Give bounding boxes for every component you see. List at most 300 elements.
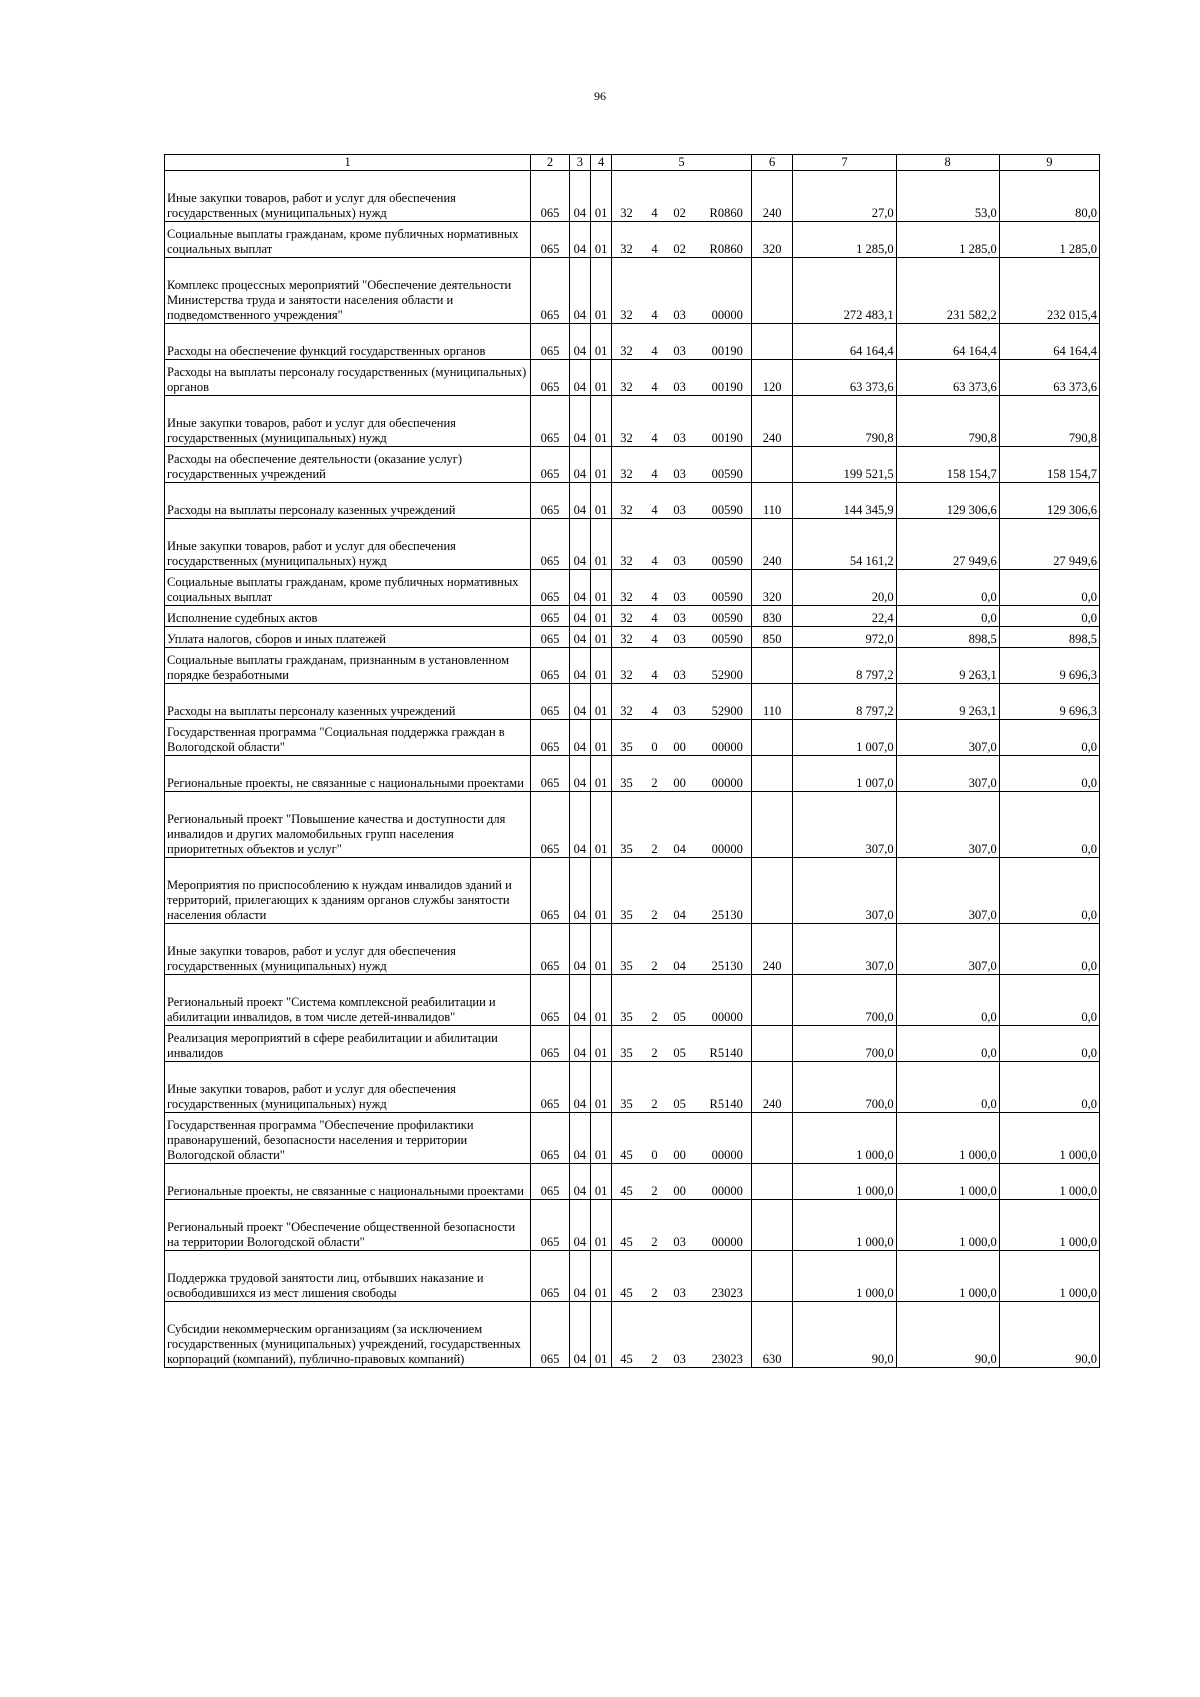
code-part: 4 <box>651 242 658 256</box>
code-part: 45 <box>620 1352 633 1366</box>
amount-year-1: 144 345,9 <box>793 483 896 519</box>
code-part: 00 <box>673 740 686 754</box>
target-article-code <box>612 1164 752 1200</box>
row-name: Расходы на выплаты персоналу казенных учреждений <box>165 483 531 519</box>
amount-year-2: 64 164,4 <box>896 324 999 360</box>
amount-year-1: 700,0 <box>793 1062 896 1113</box>
code-part: 03 <box>673 344 686 358</box>
amount-year-2: 9 263,1 <box>896 684 999 720</box>
subsection-code: 01 <box>590 1302 611 1368</box>
section-code: 04 <box>569 360 590 396</box>
amount-year-1: 1 285,0 <box>793 222 896 258</box>
code-part: 00590 <box>711 611 743 625</box>
target-article-code <box>612 924 752 975</box>
table-row <box>165 1302 1100 1368</box>
subsection-code: 01 <box>590 756 611 792</box>
ministry-code: 065 <box>531 519 569 570</box>
section-code: 04 <box>569 519 590 570</box>
amount-year-2: 0,0 <box>896 606 999 627</box>
code-part: 04 <box>673 842 686 856</box>
ministry-code: 065 <box>531 1062 569 1113</box>
amount-year-2: 1 000,0 <box>896 1200 999 1251</box>
amount-year-3: 0,0 <box>999 1026 1099 1062</box>
code-part: 05 <box>673 1046 686 1060</box>
code-part: 25130 <box>711 959 743 973</box>
amount-year-1: 90,0 <box>793 1302 896 1368</box>
code-part: 03 <box>673 554 686 568</box>
code-part: 2 <box>651 908 658 922</box>
code-part: 35 <box>620 908 633 922</box>
code-part: 02 <box>673 242 686 256</box>
table-row <box>165 858 1100 924</box>
ministry-code: 065 <box>531 1200 569 1251</box>
amount-year-3: 158 154,7 <box>999 447 1099 483</box>
amount-year-3: 63 373,6 <box>999 360 1099 396</box>
ministry-code: 065 <box>531 720 569 756</box>
expense-type-code <box>751 1251 792 1302</box>
expense-type-code <box>751 1113 792 1164</box>
expense-type-code <box>751 858 792 924</box>
subsection-code: 01 <box>590 975 611 1026</box>
code-part: 03 <box>673 431 686 445</box>
amount-year-1: 63 373,6 <box>793 360 896 396</box>
row-name: Государственная программа "Социальная поддержка граждан в Вологодской области" <box>165 720 531 756</box>
code-part: 35 <box>620 1097 633 1111</box>
target-article-code <box>612 222 752 258</box>
code-part: 32 <box>620 668 633 682</box>
amount-year-2: 158 154,7 <box>896 447 999 483</box>
subsection-code: 01 <box>590 1251 611 1302</box>
subsection-code: 01 <box>590 1200 611 1251</box>
amount-year-1: 1 000,0 <box>793 1251 896 1302</box>
amount-year-1: 8 797,2 <box>793 648 896 684</box>
code-part: 4 <box>651 467 658 481</box>
code-part: 52900 <box>711 704 743 718</box>
section-code: 04 <box>569 858 590 924</box>
ministry-code: 065 <box>531 324 569 360</box>
subsection-code: 01 <box>590 171 611 222</box>
row-name: Региональный проект "Система комплексной реабилитации и абилитации инвалидов, в том числе детей-инвалидов" <box>165 975 531 1026</box>
code-part: 00590 <box>711 467 743 481</box>
amount-year-1: 199 521,5 <box>793 447 896 483</box>
expense-type-code: 240 <box>751 1062 792 1113</box>
code-part: 2 <box>651 1352 658 1366</box>
code-part: 45 <box>620 1286 633 1300</box>
amount-year-3: 232 015,4 <box>999 258 1099 324</box>
amount-year-3: 0,0 <box>999 606 1099 627</box>
code-part: 2 <box>651 1046 658 1060</box>
subsection-code: 01 <box>590 1062 611 1113</box>
amount-year-3: 90,0 <box>999 1302 1099 1368</box>
amount-year-1: 272 483,1 <box>793 258 896 324</box>
amount-year-3: 0,0 <box>999 570 1099 606</box>
code-part: 4 <box>651 206 658 220</box>
row-name: Комплекс процессных мероприятий "Обеспечение деятельности Министерства труда и занятости населения области и подведомственного учреждения" <box>165 258 531 324</box>
code-part: 00190 <box>711 344 743 358</box>
code-part: 45 <box>620 1235 633 1249</box>
subsection-code: 01 <box>590 720 611 756</box>
row-name: Иные закупки товаров, работ и услуг для обеспечения государственных (муниципальных) нужд <box>165 924 531 975</box>
row-name: Иные закупки товаров, работ и услуг для обеспечения государственных (муниципальных) нужд <box>165 171 531 222</box>
section-code: 04 <box>569 171 590 222</box>
ministry-code: 065 <box>531 360 569 396</box>
amount-year-2: 0,0 <box>896 975 999 1026</box>
code-part: 35 <box>620 740 633 754</box>
section-code: 04 <box>569 720 590 756</box>
amount-year-2: 9 263,1 <box>896 648 999 684</box>
code-part: 32 <box>620 590 633 604</box>
subsection-code: 01 <box>590 360 611 396</box>
code-part: 03 <box>673 308 686 322</box>
expense-type-code <box>751 792 792 858</box>
amount-year-1: 307,0 <box>793 924 896 975</box>
amount-year-3: 0,0 <box>999 924 1099 975</box>
target-article-code <box>612 648 752 684</box>
code-part: 0 <box>651 740 658 754</box>
target-article-code <box>612 1251 752 1302</box>
amount-year-1: 700,0 <box>793 1026 896 1062</box>
target-article-code <box>612 720 752 756</box>
expense-type-code: 830 <box>751 606 792 627</box>
amount-year-2: 307,0 <box>896 720 999 756</box>
amount-year-1: 64 164,4 <box>793 324 896 360</box>
table-row <box>165 924 1100 975</box>
code-part: 2 <box>651 842 658 856</box>
table-row <box>165 756 1100 792</box>
amount-year-1: 54 161,2 <box>793 519 896 570</box>
code-part: 4 <box>651 590 658 604</box>
amount-year-1: 1 000,0 <box>793 1164 896 1200</box>
code-part: 4 <box>651 632 658 646</box>
row-name: Государственная программа "Обеспечение профилактики правонарушений, безопасности населения и территории Вологодской области" <box>165 1113 531 1164</box>
table-row <box>165 171 1100 222</box>
amount-year-3: 898,5 <box>999 627 1099 648</box>
code-part: 32 <box>620 380 633 394</box>
subsection-code: 01 <box>590 483 611 519</box>
target-article-code <box>612 858 752 924</box>
header-cell: 8 <box>896 155 999 171</box>
expense-type-code: 240 <box>751 519 792 570</box>
code-part: 4 <box>651 668 658 682</box>
subsection-code: 01 <box>590 447 611 483</box>
amount-year-1: 790,8 <box>793 396 896 447</box>
amount-year-2: 307,0 <box>896 858 999 924</box>
target-article-code <box>612 792 752 858</box>
code-part: 00000 <box>711 1235 743 1249</box>
code-part: 4 <box>651 431 658 445</box>
amount-year-3: 27 949,6 <box>999 519 1099 570</box>
code-part: 00000 <box>711 308 743 322</box>
table-row <box>165 1113 1100 1164</box>
table-row <box>165 1200 1100 1251</box>
table-row <box>165 1251 1100 1302</box>
expense-type-code <box>751 447 792 483</box>
subsection-code: 01 <box>590 1113 611 1164</box>
code-part: 03 <box>673 1352 686 1366</box>
code-part: 00 <box>673 1184 686 1198</box>
amount-year-2: 1 000,0 <box>896 1251 999 1302</box>
row-name: Мероприятия по приспособлению к нуждам инвалидов зданий и территорий, прилегающих к зданиям органов службы занятости населения области <box>165 858 531 924</box>
ministry-code: 065 <box>531 171 569 222</box>
subsection-code: 01 <box>590 648 611 684</box>
target-article-code <box>612 975 752 1026</box>
subsection-code: 01 <box>590 519 611 570</box>
expense-type-code: 240 <box>751 924 792 975</box>
table-row <box>165 396 1100 447</box>
expense-type-code: 240 <box>751 171 792 222</box>
code-part: 35 <box>620 959 633 973</box>
amount-year-1: 8 797,2 <box>793 684 896 720</box>
code-part: 4 <box>651 503 658 517</box>
section-code: 04 <box>569 570 590 606</box>
amount-year-1: 1 000,0 <box>793 1113 896 1164</box>
target-article-code <box>612 627 752 648</box>
row-name: Иные закупки товаров, работ и услуг для обеспечения государственных (муниципальных) нужд <box>165 396 531 447</box>
subsection-code: 01 <box>590 1026 611 1062</box>
target-article-code <box>612 1302 752 1368</box>
table-row <box>165 258 1100 324</box>
section-code: 04 <box>569 648 590 684</box>
code-part: 04 <box>673 908 686 922</box>
subsection-code: 01 <box>590 684 611 720</box>
section-code: 04 <box>569 792 590 858</box>
amount-year-3: 9 696,3 <box>999 684 1099 720</box>
code-part: 32 <box>620 554 633 568</box>
table-row <box>165 519 1100 570</box>
amount-year-2: 898,5 <box>896 627 999 648</box>
code-part: 00000 <box>711 740 743 754</box>
code-part: 00590 <box>711 590 743 604</box>
expense-type-code <box>751 1200 792 1251</box>
code-part: 45 <box>620 1148 633 1162</box>
table-row <box>165 684 1100 720</box>
table-row <box>165 720 1100 756</box>
table-row <box>165 1164 1100 1200</box>
table-row <box>165 975 1100 1026</box>
target-article-code <box>612 258 752 324</box>
code-part: 2 <box>651 1235 658 1249</box>
expense-type-code <box>751 1026 792 1062</box>
amount-year-2: 231 582,2 <box>896 258 999 324</box>
code-part: 03 <box>673 590 686 604</box>
section-code: 04 <box>569 1164 590 1200</box>
amount-year-3: 0,0 <box>999 720 1099 756</box>
code-part: 00000 <box>711 1184 743 1198</box>
amount-year-2: 129 306,6 <box>896 483 999 519</box>
code-part: 03 <box>673 1235 686 1249</box>
row-name: Расходы на выплаты персоналу государственных (муниципальных) органов <box>165 360 531 396</box>
row-name: Иные закупки товаров, работ и услуг для обеспечения государственных (муниципальных) нужд <box>165 1062 531 1113</box>
code-part: 2 <box>651 1097 658 1111</box>
amount-year-1: 22,4 <box>793 606 896 627</box>
table-row <box>165 1062 1100 1113</box>
section-code: 04 <box>569 606 590 627</box>
expense-type-code: 110 <box>751 684 792 720</box>
amount-year-3: 1 000,0 <box>999 1164 1099 1200</box>
code-part: 0 <box>651 1148 658 1162</box>
target-article-code <box>612 360 752 396</box>
row-name: Расходы на обеспечение деятельности (оказание услуг) государственных учреждений <box>165 447 531 483</box>
ministry-code: 065 <box>531 1113 569 1164</box>
amount-year-3: 64 164,4 <box>999 324 1099 360</box>
amount-year-2: 53,0 <box>896 171 999 222</box>
page-number: 96 <box>594 89 606 103</box>
target-article-code <box>612 756 752 792</box>
ministry-code: 065 <box>531 1251 569 1302</box>
row-name: Региональные проекты, не связанные с национальными проектами <box>165 1164 531 1200</box>
expense-type-code: 850 <box>751 627 792 648</box>
expense-type-code <box>751 648 792 684</box>
table-row <box>165 447 1100 483</box>
code-part: 03 <box>673 668 686 682</box>
row-name: Иные закупки товаров, работ и услуг для обеспечения государственных (муниципальных) нужд <box>165 519 531 570</box>
amount-year-2: 307,0 <box>896 792 999 858</box>
amount-year-1: 972,0 <box>793 627 896 648</box>
code-part: 32 <box>620 704 633 718</box>
code-part: 35 <box>620 842 633 856</box>
code-part: 2 <box>651 776 658 790</box>
amount-year-1: 307,0 <box>793 792 896 858</box>
expense-type-code: 630 <box>751 1302 792 1368</box>
code-part: 00000 <box>711 842 743 856</box>
target-article-code <box>612 396 752 447</box>
code-part: 00590 <box>711 554 743 568</box>
ministry-code: 065 <box>531 258 569 324</box>
amount-year-3: 1 000,0 <box>999 1251 1099 1302</box>
code-part: 2 <box>651 959 658 973</box>
code-part: 03 <box>673 1286 686 1300</box>
code-part: 32 <box>620 431 633 445</box>
header-row <box>165 155 1100 171</box>
expense-type-code: 320 <box>751 222 792 258</box>
amount-year-2: 90,0 <box>896 1302 999 1368</box>
subsection-code: 01 <box>590 858 611 924</box>
code-part: 35 <box>620 1010 633 1024</box>
section-code: 04 <box>569 483 590 519</box>
code-part: 32 <box>620 503 633 517</box>
subsection-code: 01 <box>590 258 611 324</box>
row-name: Социальные выплаты гражданам, кроме публичных нормативных социальных выплат <box>165 570 531 606</box>
row-name: Региональный проект "Обеспечение общественной безопасности на территории Вологодской области" <box>165 1200 531 1251</box>
section-code: 04 <box>569 684 590 720</box>
section-code: 04 <box>569 324 590 360</box>
amount-year-2: 790,8 <box>896 396 999 447</box>
table-row <box>165 324 1100 360</box>
target-article-code <box>612 324 752 360</box>
code-part: 23023 <box>711 1352 743 1366</box>
amount-year-3: 0,0 <box>999 756 1099 792</box>
header-cell: 6 <box>751 155 792 171</box>
expense-type-code <box>751 756 792 792</box>
row-name: Расходы на обеспечение функций государственных органов <box>165 324 531 360</box>
expense-type-code: 120 <box>751 360 792 396</box>
table-row <box>165 648 1100 684</box>
amount-year-2: 63 373,6 <box>896 360 999 396</box>
table-row <box>165 570 1100 606</box>
section-code: 04 <box>569 924 590 975</box>
amount-year-1: 1 007,0 <box>793 720 896 756</box>
table-body <box>165 171 1100 1368</box>
target-article-code <box>612 570 752 606</box>
section-code: 04 <box>569 1200 590 1251</box>
code-part: 32 <box>620 308 633 322</box>
code-part: 52900 <box>711 668 743 682</box>
table-row <box>165 627 1100 648</box>
code-part: R5140 <box>709 1097 743 1111</box>
code-part: 05 <box>673 1097 686 1111</box>
amount-year-3: 9 696,3 <box>999 648 1099 684</box>
ministry-code: 065 <box>531 648 569 684</box>
expense-type-code <box>751 324 792 360</box>
row-name: Субсидии некоммерческим организациям (за исключением государственных (муниципальных) учреждений, государственных корпораций (компаний), публично-правовых компаний) <box>165 1302 531 1368</box>
code-part: 45 <box>620 1184 633 1198</box>
header-cell: 5 <box>612 155 752 171</box>
code-part: 35 <box>620 776 633 790</box>
section-code: 04 <box>569 258 590 324</box>
ministry-code: 065 <box>531 858 569 924</box>
code-part: 4 <box>651 554 658 568</box>
ministry-code: 065 <box>531 447 569 483</box>
code-part: 32 <box>620 344 633 358</box>
code-part: 35 <box>620 1046 633 1060</box>
subsection-code: 01 <box>590 324 611 360</box>
amount-year-3: 1 000,0 <box>999 1200 1099 1251</box>
table-row <box>165 606 1100 627</box>
code-part: 25130 <box>711 908 743 922</box>
code-part: 2 <box>651 1184 658 1198</box>
code-part: 4 <box>651 344 658 358</box>
table-row <box>165 222 1100 258</box>
ministry-code: 065 <box>531 483 569 519</box>
ministry-code: 065 <box>531 1026 569 1062</box>
subsection-code: 01 <box>590 570 611 606</box>
subsection-code: 01 <box>590 1164 611 1200</box>
amount-year-2: 1 000,0 <box>896 1113 999 1164</box>
ministry-code: 065 <box>531 396 569 447</box>
section-code: 04 <box>569 222 590 258</box>
amount-year-3: 80,0 <box>999 171 1099 222</box>
table-row <box>165 1026 1100 1062</box>
amount-year-1: 1 000,0 <box>793 1200 896 1251</box>
code-part: 05 <box>673 1010 686 1024</box>
target-article-code <box>612 1200 752 1251</box>
amount-year-2: 307,0 <box>896 756 999 792</box>
code-part: 4 <box>651 704 658 718</box>
ministry-code: 065 <box>531 627 569 648</box>
amount-year-3: 129 306,6 <box>999 483 1099 519</box>
code-part: R5140 <box>709 1046 743 1060</box>
amount-year-1: 700,0 <box>793 975 896 1026</box>
section-code: 04 <box>569 1251 590 1302</box>
amount-year-2: 1 285,0 <box>896 222 999 258</box>
section-code: 04 <box>569 1026 590 1062</box>
ministry-code: 065 <box>531 1164 569 1200</box>
header-cell: 4 <box>590 155 611 171</box>
target-article-code <box>612 483 752 519</box>
amount-year-2: 0,0 <box>896 1026 999 1062</box>
row-name: Реализация мероприятий в сфере реабилитации и абилитации инвалидов <box>165 1026 531 1062</box>
budget-table <box>164 154 1100 1368</box>
code-part: 32 <box>620 206 633 220</box>
amount-year-1: 27,0 <box>793 171 896 222</box>
ministry-code: 065 <box>531 570 569 606</box>
ministry-code: 065 <box>531 756 569 792</box>
code-part: 04 <box>673 959 686 973</box>
subsection-code: 01 <box>590 924 611 975</box>
code-part: 00 <box>673 1148 686 1162</box>
amount-year-3: 1 000,0 <box>999 1113 1099 1164</box>
target-article-code <box>612 447 752 483</box>
